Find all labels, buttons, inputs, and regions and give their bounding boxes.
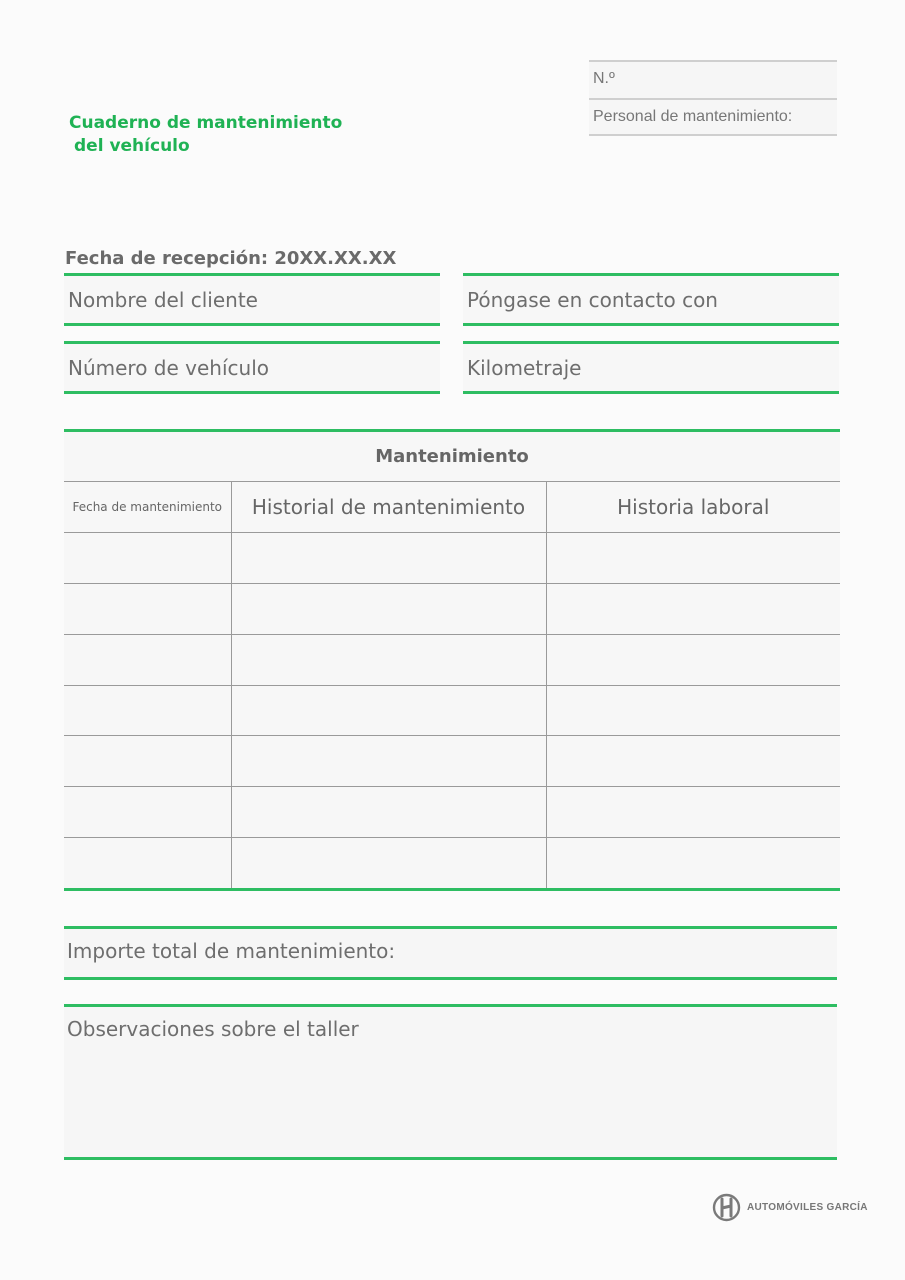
table-cell[interactable]: [546, 736, 840, 787]
maintenance-table: [64, 429, 840, 891]
table-row: [64, 685, 840, 736]
brand-name: AUTOMÓVILES GARCÍA: [747, 1202, 868, 1213]
table-row: [64, 584, 840, 635]
maintenance-grid: [64, 482, 840, 888]
table-cell[interactable]: [231, 838, 546, 889]
table-cell[interactable]: [231, 584, 546, 635]
table-cell[interactable]: [64, 736, 231, 787]
client-name-field[interactable]: Nombre del cliente: [64, 273, 440, 326]
table-cell[interactable]: [231, 533, 546, 584]
table-cell[interactable]: [546, 685, 840, 736]
maintenance-heading: Mantenimiento: [64, 432, 840, 482]
table-cell[interactable]: [231, 736, 546, 787]
column-header-date: Fecha de mantenimiento: [64, 482, 231, 533]
automoviles-garcia-logo-icon: [712, 1193, 741, 1222]
table-row: [64, 787, 840, 838]
table-cell[interactable]: [64, 685, 231, 736]
table-row: [64, 533, 840, 584]
contact-field[interactable]: Póngase en contacto con: [463, 273, 839, 326]
document-title-line2: del vehículo: [74, 136, 190, 156]
table-cell[interactable]: [546, 787, 840, 838]
brand-logo: [712, 1193, 868, 1222]
table-row: [64, 634, 840, 685]
table-cell[interactable]: [64, 533, 231, 584]
workshop-observations-field[interactable]: Observaciones sobre el taller: [64, 1004, 837, 1160]
total-amount-field[interactable]: Importe total de mantenimiento:: [64, 926, 837, 980]
maintenance-header-row: [64, 482, 840, 533]
table-cell[interactable]: [64, 838, 231, 889]
table-row: [64, 838, 840, 889]
table-cell[interactable]: [546, 584, 840, 635]
document-title: [69, 112, 342, 158]
table-row: [64, 736, 840, 787]
table-cell[interactable]: [231, 787, 546, 838]
number-field[interactable]: N.º: [589, 60, 837, 98]
maintenance-staff-field[interactable]: Personal de mantenimiento:: [589, 98, 837, 136]
table-cell[interactable]: [64, 787, 231, 838]
table-cell[interactable]: [231, 685, 546, 736]
table-cell[interactable]: [546, 634, 840, 685]
vehicle-number-field[interactable]: Número de vehículo: [64, 341, 440, 394]
table-cell[interactable]: [231, 634, 546, 685]
table-cell[interactable]: [64, 584, 231, 635]
table-cell[interactable]: [546, 838, 840, 889]
table-cell[interactable]: [546, 533, 840, 584]
column-header-work-history: Historia laboral: [546, 482, 840, 533]
column-header-history: Historial de mantenimiento: [231, 482, 546, 533]
document-title-line1: Cuaderno de mantenimiento: [69, 113, 343, 133]
reception-date: Fecha de recepción: 20XX.XX.XX: [65, 248, 397, 269]
document-id-box: [589, 60, 837, 136]
table-cell[interactable]: [64, 634, 231, 685]
mileage-field[interactable]: Kilometraje: [463, 341, 839, 394]
